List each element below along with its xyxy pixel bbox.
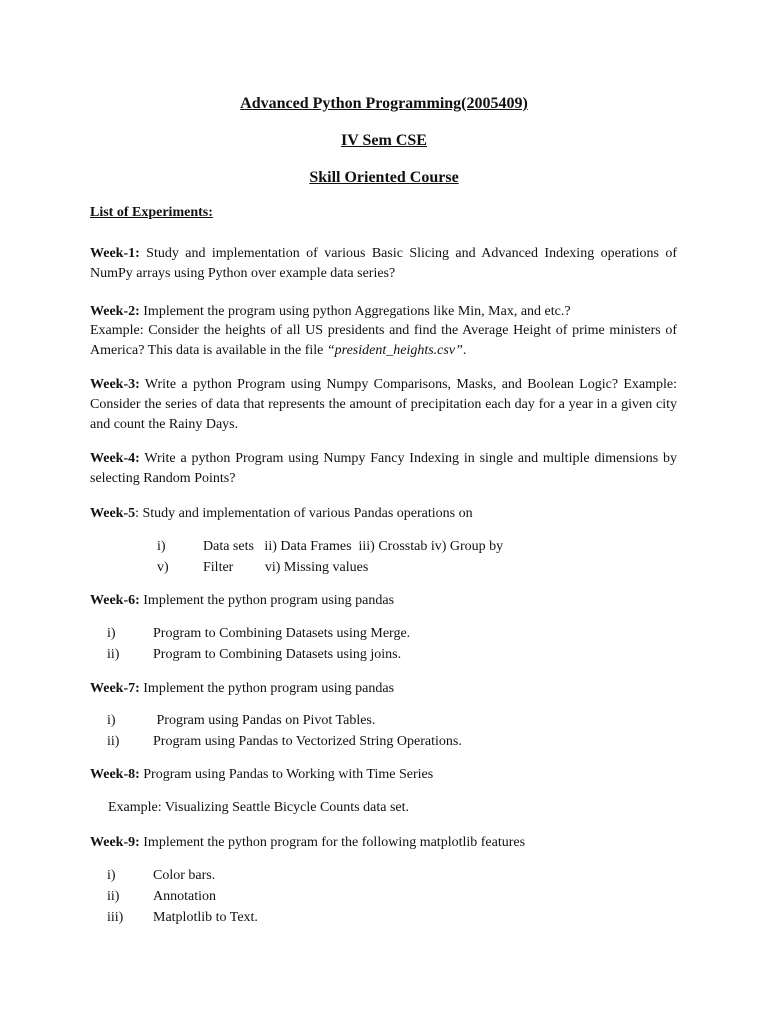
week-7-text: Implement the python program using pandas bbox=[139, 681, 395, 696]
week-2-example-file: “president_heights.csv” bbox=[326, 343, 463, 358]
week-7-item-1-text: Program using Pandas on Pivot Tables. bbox=[153, 713, 376, 728]
week-9-item-3-number: iii) bbox=[107, 910, 124, 925]
week-4-label: Week-4: bbox=[90, 451, 140, 466]
week-9-item-1-number: i) bbox=[107, 868, 116, 883]
week-2-label: Week-2: bbox=[90, 304, 140, 319]
week-6-item-2-text: Program to Combining Datasets using joins. bbox=[153, 647, 402, 662]
week-5-heading-line bbox=[90, 504, 677, 524]
week-1-paragraph bbox=[90, 244, 677, 284]
week-9-label: Week-9: bbox=[90, 835, 140, 850]
week-3-text: Write a python Program using Numpy Comparisons, Masks, and Boolean Logic? Example: Consider the series of data that represents the amount of precipitation each day for a year in a given city and count the Rainy Days. bbox=[90, 377, 677, 432]
week-4-text: Write a python Program using Numpy Fancy Indexing in single and multiple dimensions by selecting Random Points? bbox=[90, 451, 677, 486]
course-type-heading: Skill Oriented Course bbox=[309, 169, 459, 186]
week-3-paragraph bbox=[90, 375, 677, 435]
week-5-item-2-number: v) bbox=[157, 560, 169, 575]
week-7-item-2-text: Program using Pandas to Vectorized String Operations. bbox=[153, 734, 462, 749]
week-6-heading-line bbox=[90, 591, 677, 611]
week-2-example-text: Example: Consider the heights of all US presidents and find the Average Height of prime ministers of America? This data is available in the file bbox=[90, 323, 677, 358]
week-5-text: : Study and implementation of various Pandas operations on bbox=[135, 506, 473, 521]
week-2-heading-line bbox=[90, 302, 677, 322]
week-8-label: Week-8: bbox=[90, 767, 140, 782]
document-title: Advanced Python Programming(2005409) bbox=[240, 95, 528, 112]
week-4-paragraph bbox=[90, 449, 677, 489]
week-3-label: Week-3: bbox=[90, 377, 140, 392]
week-9-item-3-text: Matplotlib to Text. bbox=[153, 910, 258, 925]
week-6-item-1-number: i) bbox=[107, 626, 116, 641]
week-9-item-2-text: Annotation bbox=[153, 889, 216, 904]
week-7-label: Week-7: bbox=[90, 681, 140, 696]
semester-heading: IV Sem CSE bbox=[341, 132, 427, 149]
week-7-item-2-number: ii) bbox=[107, 734, 120, 749]
week-5-item-1-text: Data sets ii) Data Frames iii) Crosstab iv) Group by bbox=[203, 539, 504, 554]
week-9-text: Implement the python program for the following matplotlib features bbox=[139, 835, 526, 850]
week-6-item-2-number: ii) bbox=[107, 647, 120, 662]
week-1-label: Week-1: bbox=[90, 246, 140, 261]
week-6-text: Implement the python program using pandas bbox=[139, 593, 395, 608]
week-5-item-1-number: i) bbox=[157, 539, 166, 554]
week-6-item-1-text: Program to Combining Datasets using Merge. bbox=[153, 626, 411, 641]
week-2-example bbox=[90, 321, 677, 361]
week-5-item-2-text: Filter vi) Missing values bbox=[203, 560, 369, 575]
week-2-text: Implement the program using python Aggregations like Min, Max, and etc.? bbox=[139, 304, 571, 319]
week-8-heading-line bbox=[90, 765, 677, 785]
week-9-heading-line bbox=[90, 833, 677, 853]
week-8-text: Program using Pandas to Working with Time Series bbox=[139, 767, 434, 782]
list-heading: List of Experiments: bbox=[90, 205, 213, 220]
week-9-item-1-text: Color bars. bbox=[153, 868, 216, 883]
week-7-item-1-number: i) bbox=[107, 713, 116, 728]
week-2-example-end: . bbox=[462, 343, 467, 358]
week-5-label: Week-5 bbox=[90, 506, 136, 521]
week-9-item-2-number: ii) bbox=[107, 889, 120, 904]
week-7-heading-line bbox=[90, 679, 677, 699]
week-6-label: Week-6: bbox=[90, 593, 140, 608]
week-1-text: Study and implementation of various Basic Slicing and Advanced Indexing operations of NumPy arrays using Python over example data series? bbox=[90, 246, 677, 281]
week-8-example: Example: Visualizing Seattle Bicycle Counts data set. bbox=[108, 800, 409, 815]
